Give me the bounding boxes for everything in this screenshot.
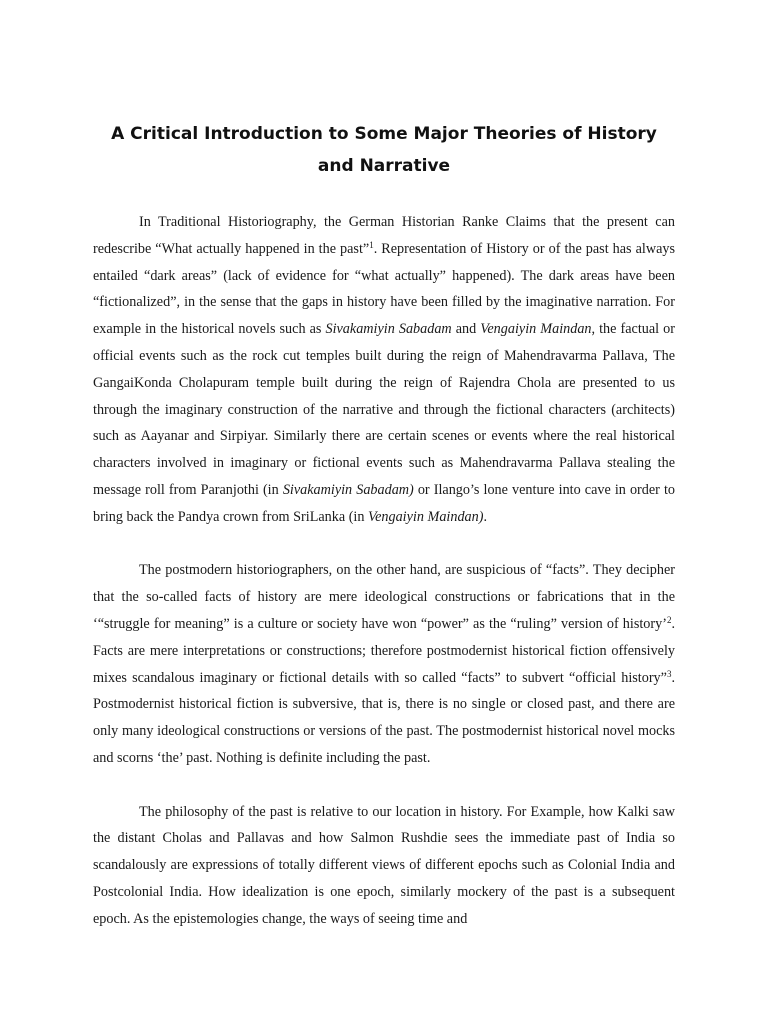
- paragraph-1-text-4: , the factual or official events such as the rock cut temples built during the reign of Mahendravarma Pallava, The GangaiKonda Cholapuram temple built during the reign of Rajendra Chola are presented to us through the imaginary construction of the narrative and through the fictional characters (architects) such as Aayanar and Sirpiyar. Similarly there are certain scenes or events where the real historical characters involved in imaginary or fictional events such as Mahendravarma Pallava stealing the message roll from Paranjothi (in: [93, 321, 675, 498]
- novel-title-sivakamiyin-sabadam: Sivakamiyin Sabadam: [325, 321, 452, 338]
- footnote-ref-3: 3: [666, 668, 672, 679]
- footnote-ref-2: 2: [666, 614, 672, 625]
- paragraph-2: [93, 557, 675, 771]
- paragraph-1-text-6: .: [483, 508, 488, 525]
- paragraph-3-text-1: The philosophy of the past is relative to our location in history. For Example, how Kalki saw the distant Cholas and Pallavas and how Salmon Rushdie sees the immediate past of India so scandalously are expressions of totally different views of different epochs such as Colonial India and Postcolonial India. How idealization is one epoch, similarly mockery of the past is a subsequent epoch. As the epistemologies change, the ways of seeing time and: [93, 803, 675, 927]
- paragraph-1-text-5: or Ilango’s lone venture into cave in order to bring back the Pandya crown from SriLanka (in: [93, 481, 676, 525]
- paragraph-2-text-2: . Facts are mere interpretations or constructions; therefore postmodernist historical fiction offensively mixes scandalous imaginary or fictional details with so called “facts” to subvert “official history”: [93, 615, 675, 686]
- footnote-ref-1: 1: [369, 239, 374, 250]
- novel-title-vengaiyin-maindan: Vengaiyin Maindan: [480, 321, 592, 338]
- paragraph-1-text-2: . Representation of History or of the past has always entailed “dark areas” (lack of evidence for “what actually” happened). The dark areas have been “fictionalized”, in the sense that the gaps in history have been filled by the imaginative narration. For example in the historical novels such as: [93, 240, 675, 338]
- title-line-1: A Critical Introduction to Some Major Theories of History: [111, 124, 657, 144]
- paragraph-1-text-3: and: [451, 321, 481, 338]
- document-title: [70, 118, 698, 182]
- paragraph-1-text-1: In Traditional Historiography, the German Historian Ranke Claims that the present can redescribe “What actually happened in the past”: [93, 214, 675, 257]
- document-body: [93, 209, 675, 959]
- paragraph-2-text-3: . Postmodernist historical fiction is subversive, that is, there is no single or closed past, and there are only many ideological constructions or versions of the past. The postmodernist historical novel mocks and scorns ‘the’ past. Nothing is definite including the past.: [93, 669, 675, 766]
- paragraph-2-text-1: The postmodern historiographers, on the other hand, are suspicious of “facts”. They decipher that the so-called facts of history are mere ideological constructions or fabrications that in the ‘“struggle for meaning” is a culture or society have won “power” as the “ruling” version of history’: [93, 562, 675, 632]
- paragraph-1: [93, 209, 675, 531]
- title-line-2: and Narrative: [317, 156, 451, 176]
- novel-title-sivakamiyin-sabadam-2: Sivakamiyin Sabadam): [282, 481, 414, 498]
- novel-title-vengaiyin-maindan-2: Vengaiyin Maindan): [368, 508, 484, 525]
- paragraph-3: [93, 799, 675, 933]
